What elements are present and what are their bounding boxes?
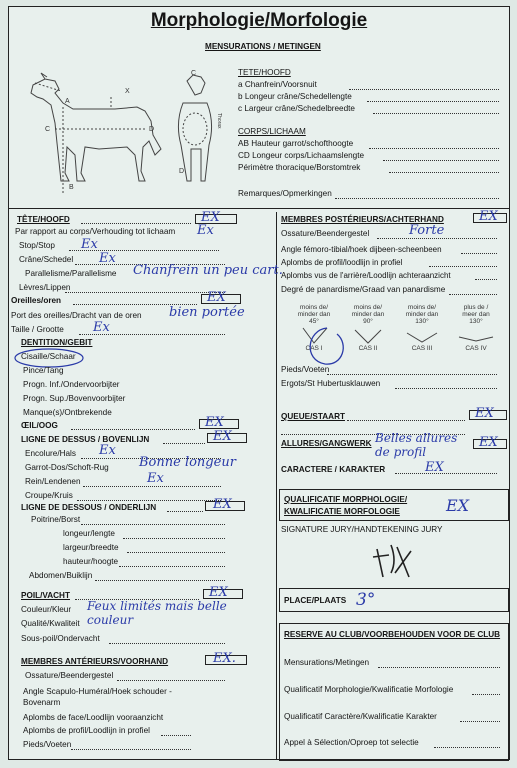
parallelism-value: Chanfrein un peu cart. (133, 263, 283, 278)
color-value: Feux limités mais belle couleur (87, 599, 227, 627)
front-stance-label: Aplombs de face/Loodlijn vooraanzicht (23, 713, 164, 722)
case-1-mid: minder dan (297, 311, 331, 318)
skull-value: Ex (99, 251, 116, 266)
measure-cd-label: CD Longeur corps/Lichaamslengte (238, 151, 365, 160)
case-4-mid: meer dan (462, 311, 490, 318)
front-feet-label: Pieds/Voeten (23, 740, 72, 749)
case-3-name: CAS III (411, 345, 433, 352)
coat-section-label: POIL/VACHT (21, 591, 70, 600)
tail-section-label: QUEUE/STAART (281, 412, 345, 421)
remarks-label: Remarques/Opmerkingen (238, 189, 332, 198)
club-reserved-box (279, 623, 509, 761)
diagram-label-c: C (45, 126, 51, 133)
ear-size-value: Ex (93, 320, 110, 335)
diagram-label-c2: C (191, 70, 197, 77)
case-2-name: CAS II (358, 345, 378, 352)
loin-field[interactable] (83, 486, 221, 487)
chest-label: Poitrine/Borst (31, 515, 81, 524)
topline-dots (163, 443, 205, 444)
loin-value: Ex (147, 471, 164, 486)
club-selection-label: Appel à Sélection/Oproep tot selectie (284, 738, 419, 747)
gait-value: EX (479, 435, 498, 450)
croup-label: Croupe/Kruis (25, 491, 73, 500)
club-reserved-heading: RESERVE AU CLUB/VOORBEHOUDEN VOOR DE CLUB (284, 630, 501, 639)
panardisme-field[interactable] (449, 294, 497, 295)
panardisme-label: Degré de panardisme/Graad van panardisme (281, 285, 446, 294)
case-1-name: CAS I (305, 345, 323, 352)
head-measurements-group: TETE/HOOFD (238, 68, 291, 77)
neck-value: Ex (99, 443, 116, 458)
gait-section-label: ALLURES/GANGWERK (281, 439, 372, 448)
case-2 (341, 304, 395, 325)
front-section-label: MEMBRES ANTÉRIEURS/VOORHAND (21, 657, 169, 666)
ear-carriage-label: Port des oreilles/Dracht van de oren (11, 311, 142, 320)
diagram-label-a: A (65, 98, 70, 105)
chest-field[interactable] (81, 524, 225, 525)
diagram-label-thorax: Thorax (216, 113, 222, 129)
back-value: Bonne longeur (139, 455, 236, 470)
case-3-top: moins de/ (407, 304, 437, 311)
back-label: Garrot-Dos/Schoft-Rug (25, 463, 109, 472)
ear-size-label: Taille / Grootte (11, 325, 64, 334)
measure-ab-field[interactable] (369, 148, 499, 149)
dewclaws-label: Ergots/St Hubertusklauwen (281, 379, 381, 388)
measure-b-field[interactable] (367, 101, 499, 102)
measure-cd-field[interactable] (383, 160, 499, 161)
diagram-label-d2: D (179, 168, 185, 175)
head-dots (81, 223, 191, 224)
scissor-label: Cisaille/Schaar (21, 352, 76, 361)
page-title: Morphologie/Morfologie (150, 10, 368, 31)
rear-section-label: MEMBRES POSTÉRIEURS/ACHTERHAND (281, 215, 444, 224)
rear-value: EX (479, 209, 498, 224)
color-label: Couleur/Kleur (21, 605, 72, 614)
chest-width-field[interactable] (127, 552, 225, 553)
section-divider (9, 208, 509, 209)
tail-value: EX (475, 406, 494, 421)
chest-length-field[interactable] (123, 538, 225, 539)
pincer-label: Pince/Tang (23, 366, 64, 375)
perimeter-label: Périmètre thoracique/Borstomtrek (238, 163, 361, 172)
measurements-heading: MENSURATIONS / METINGEN (205, 42, 321, 51)
chest-width-label: largeur/breedte (63, 543, 119, 552)
measure-a-field[interactable] (349, 89, 499, 90)
front-feet-field[interactable] (71, 749, 191, 750)
shoulder-angle-label: Angle Scapulo-Huméral/Hoek schouder - (23, 687, 172, 696)
club-morph-label: Qualificatif Morphologie/Kwalificatie Morfologie (284, 685, 454, 694)
remarks-field[interactable] (335, 198, 499, 199)
shoulder-angle-label-2: Bovenarm (23, 698, 61, 707)
club-measurements-field[interactable] (378, 667, 500, 668)
rear-bone-label: Ossature/Beendergestel (281, 229, 370, 238)
loin-label: Rein/Lendenen (25, 477, 81, 486)
club-selection-field[interactable] (434, 747, 500, 748)
character-value: EX (425, 460, 444, 475)
evaluation-sheet (8, 6, 510, 760)
case-4 (449, 304, 503, 325)
femoro-tibial-field[interactable] (461, 253, 497, 254)
qualification-label: QUALIFICATIF MORPHOLOGIE/ (284, 495, 408, 504)
front-bone-label: Ossature/Beendergestel (25, 671, 114, 680)
club-character-label: Qualificatif Caractère/Kwalificatie Karakter (284, 712, 437, 721)
case-selection-circle-mark (301, 324, 353, 370)
gait-handwritten: Belles allures de profil (375, 431, 458, 459)
rear-bone-value: Forte (409, 223, 445, 238)
front-profile-field[interactable] (161, 735, 191, 736)
skull-label: Crâne/Schedel (19, 255, 74, 264)
qualification-box (279, 489, 509, 521)
undercoat-field[interactable] (109, 643, 225, 644)
coat-value: EX (209, 585, 228, 600)
head-section-label: TÊTE/HOOFD (17, 215, 70, 224)
column-divider (276, 212, 277, 760)
underbite-label: Progn. Inf./Ondervoorbijter (23, 380, 120, 389)
ear-carriage-value: bien portée (169, 305, 245, 320)
case-1-degrees: 45° (309, 318, 319, 325)
ears-section-label: Oreilles/oren (11, 296, 62, 305)
proportion-value: Ex (197, 223, 214, 238)
perimeter-field[interactable] (389, 172, 499, 173)
missing-teeth-label: Manque(s)/Ontbrekende (23, 408, 112, 417)
case-4-degrees: 130° (469, 318, 483, 325)
chest-length-label: longeur/lengte (63, 529, 115, 538)
character-section-label: CARACTERE / KARAKTER (281, 465, 386, 474)
dog-measurement-diagram (15, 63, 230, 198)
underline-value: EX (213, 497, 232, 512)
stop-label: Stop/Stop (19, 241, 55, 250)
abdomen-field[interactable] (95, 580, 225, 581)
eye-value: EX (205, 415, 224, 430)
dewclaws-field[interactable] (395, 388, 497, 389)
case-2-top: moins de/ (353, 304, 383, 311)
overbite-label: Progn. Sup./Bovenvoorbijter (23, 394, 126, 403)
case-4-name: CAS IV (465, 345, 487, 352)
topline-section-label: LIGNE DE DESSUS / BOVENLIJN (21, 435, 150, 444)
case-1-top: moins de/ (299, 304, 329, 311)
lips-field[interactable] (65, 292, 225, 293)
eye-section-label: ŒIL/OOG (21, 421, 58, 430)
head-value: EX (201, 210, 220, 225)
diagram-label-d: D (149, 126, 155, 133)
jury-signature (367, 537, 415, 585)
rear-feet-field[interactable] (327, 374, 497, 375)
case-3 (395, 304, 449, 325)
underline-dots (167, 511, 203, 512)
qualification-value: EX (446, 496, 470, 515)
parallelism-label: Parallelisme/Parallelisme (25, 269, 117, 278)
measure-ab-label: AB Hauteur garrot/schofthoogte (238, 139, 354, 148)
rear-stance-field[interactable] (475, 279, 497, 280)
club-character-field[interactable] (460, 721, 500, 722)
front-profile-label: Aplombs de profil/Loodlijn in profiel (23, 726, 150, 735)
topline-value: EX (213, 429, 232, 444)
eye-dots (71, 429, 195, 430)
front-bone-field[interactable] (117, 680, 225, 681)
place-value: 3° (356, 590, 376, 610)
measure-b-label: b Longeur crâne/Schedellengte (238, 92, 352, 101)
tail-dots (347, 420, 465, 421)
rear-stance-label: Aplombs vus de l'arrière/Loodlijn achteraanzicht (281, 271, 451, 280)
croup-field[interactable] (77, 500, 221, 501)
measure-c-label: c Largeur crâne/Schedelbreedte (238, 104, 355, 113)
diagram-label-x: X (125, 88, 130, 95)
case-4-top: plus de / (463, 304, 489, 311)
place-label: PLACE/PLAATS (284, 596, 347, 605)
character-field[interactable] (395, 473, 497, 474)
front-value: EX. (213, 651, 236, 666)
case-2-mid: minder dan (351, 311, 385, 318)
qualification-label-2: KWALIFICATIE MORFOLOGIE (284, 507, 400, 516)
club-morph-field[interactable] (472, 694, 500, 695)
rear-profile-field[interactable] (429, 266, 497, 267)
ears-value: EX (207, 290, 226, 305)
chest-height-label: hauteur/hoogte (63, 557, 119, 566)
chest-height-field[interactable] (119, 566, 225, 567)
diagram-label-b: B (69, 184, 74, 191)
quality-label: Qualité/Kwaliteit (21, 619, 80, 628)
measure-c-field[interactable] (373, 113, 499, 114)
neck-label: Encolure/Hals (25, 449, 76, 458)
measure-a-label: a Chanfrein/Voorsnuit (238, 80, 317, 89)
proportion-label: Par rapport au corps/Verhouding tot lichaam (15, 227, 176, 236)
case-3-degrees: 130° (415, 318, 429, 325)
underline-section-label: LIGNE DE DESSOUS / ONDERLIJN (21, 503, 157, 512)
club-measurements-label: Mensurations/Metingen (284, 658, 370, 667)
case-2-degrees: 90° (363, 318, 373, 325)
femoro-tibial-label: Angle fémoro-tibial/hoek dijbeen-scheenbeen (281, 245, 442, 254)
signature-label: SIGNATURE JURY/HANDTEKENING JURY (281, 525, 443, 534)
stop-value: Ex (81, 237, 98, 252)
case-1 (287, 304, 341, 325)
abdomen-label: Abdomen/Buiklijn (29, 571, 93, 580)
dentition-section-label: DENTITION/GEBIT (21, 338, 93, 347)
lips-label: Lèvres/Lippen (19, 283, 71, 292)
place-box (279, 588, 509, 612)
body-measurements-group: CORPS/LICHAAM (238, 127, 306, 136)
undercoat-label: Sous-poil/Ondervacht (21, 634, 100, 643)
rear-profile-label: Aplombs de profil/loodlijn in profiel (281, 258, 403, 267)
case-3-mid: minder dan (405, 311, 439, 318)
rear-bone-field[interactable] (377, 238, 497, 239)
rear-feet-label: Pieds/Voeten (281, 365, 330, 374)
